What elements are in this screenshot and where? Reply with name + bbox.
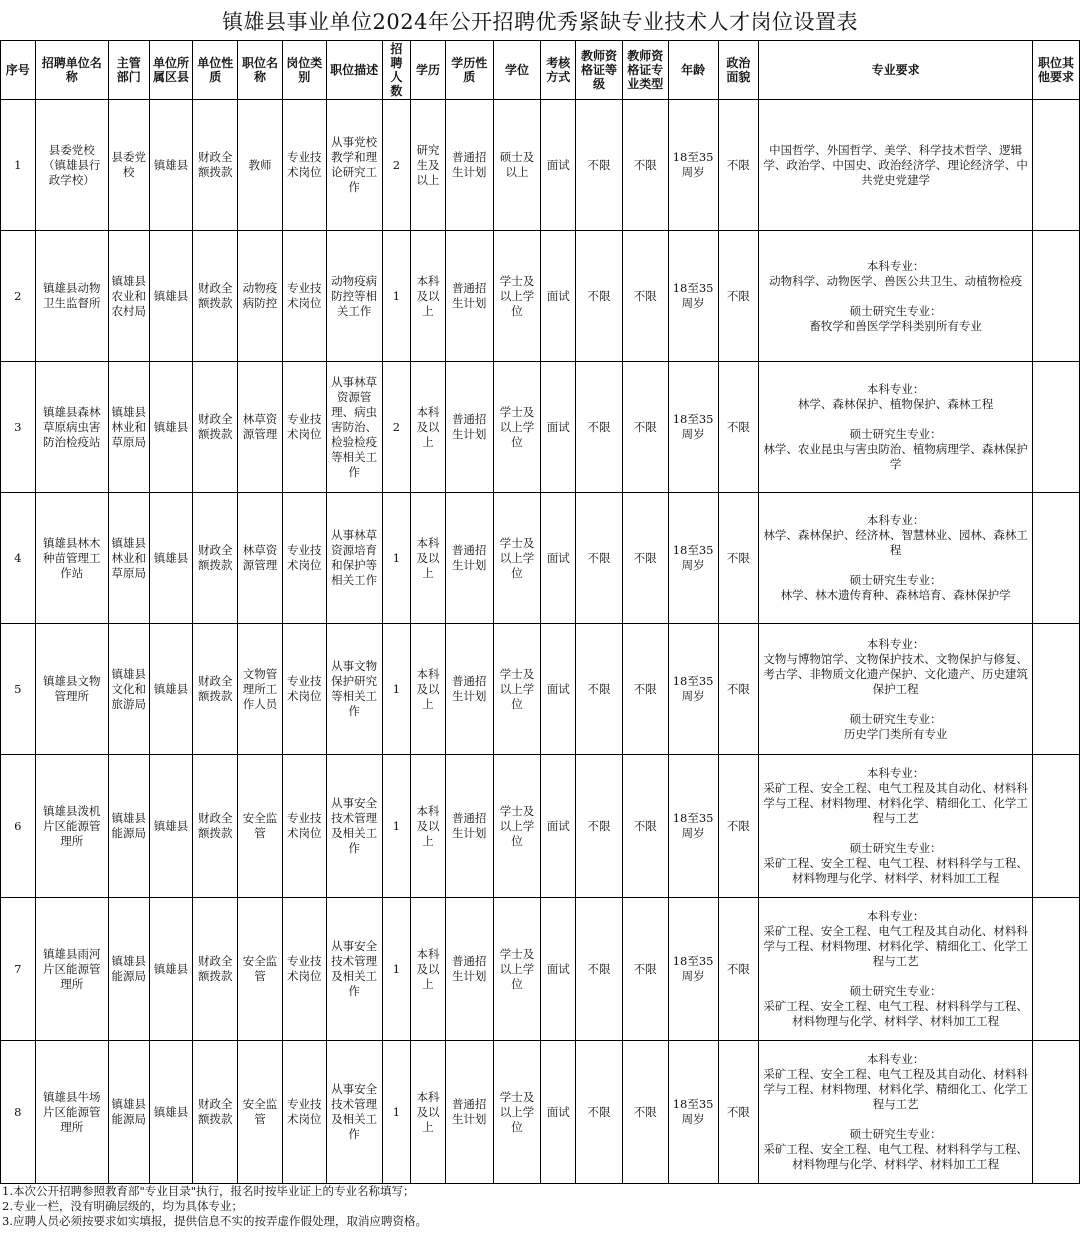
position-cell: 安全监管: [238, 1041, 283, 1184]
major-requirements-cell: [759, 898, 1033, 1041]
table-row: [1, 362, 1080, 493]
position-cell: 安全监管: [238, 755, 283, 898]
teacher-level-cell: 不限: [576, 624, 623, 755]
teacher-type-cell: 不限: [622, 755, 668, 898]
major-line: 林学、森林保护、经济林、智慧林业、园林、森林工程: [763, 528, 1028, 557]
major-requirements-cell: [759, 755, 1033, 898]
teacher-type-cell: 不限: [622, 362, 668, 493]
seq-cell: 5: [1, 624, 36, 755]
count-cell: 2: [382, 100, 411, 231]
county-cell: 镇雄县: [149, 1041, 193, 1184]
major-line: 采矿工程、安全工程、电气工程、材料科学与工程、材料物理与化学、材料学、材料加工工程: [763, 1142, 1028, 1171]
table-row: [1, 493, 1080, 624]
nature-cell: 财政全额拨款: [193, 898, 238, 1041]
major-requirements-cell: [759, 231, 1033, 362]
desc-cell: 从事安全技术管理及相关工作: [326, 1041, 382, 1184]
seq-cell: 1: [1, 100, 36, 231]
footnote-3: 3.应聘人员必须按要求如实填报，提供信息不实的按弄虚作假处理，取消应聘资格。: [2, 1214, 427, 1228]
footnote-2: 2.专业一栏，没有明确层级的，均为具体专业；: [2, 1199, 243, 1213]
column-header: 序号: [1, 41, 36, 100]
degree-cell: 硕士及以上: [493, 100, 541, 231]
column-header: 学位: [493, 41, 541, 100]
dept-cell: 县委党校: [108, 100, 149, 231]
dept-cell: 镇雄县文化和旅游局: [108, 624, 149, 755]
major-line: 采矿工程、安全工程、电气工程及其自动化、材料科学与工程、材料物理、材料化学、精细化工、化学工程与工艺: [763, 924, 1028, 968]
column-header: 岗位类别: [282, 41, 326, 100]
major-line: 硕士研究生专业：: [849, 1127, 942, 1141]
position-cell: 林草资源管理: [238, 493, 283, 624]
unit-name-cell: 镇雄县文物管理所: [35, 624, 108, 755]
dept-cell: 镇雄县能源局: [108, 898, 149, 1041]
major-line: 硕士研究生专业：: [849, 303, 942, 318]
unit-name-cell: 镇雄县森林草原病虫害防治检疫站: [35, 362, 108, 493]
nature-cell: 财政全额拨款: [193, 1041, 238, 1184]
major-requirements-cell: [759, 1041, 1033, 1184]
teacher-type-cell: 不限: [622, 493, 668, 624]
teacher-level-cell: 不限: [576, 231, 623, 362]
edu-cell: 研究生及以上: [411, 100, 446, 231]
column-header: 教师资格证等级: [576, 41, 623, 100]
page-title: 镇雄县事业单位2024年公开招聘优秀紧缺专业技术人才岗位设置表: [222, 10, 858, 34]
column-header: 单位所属区县: [149, 41, 193, 100]
degree-cell: 学士及以上学位: [493, 898, 541, 1041]
edu-cell: 本科及以上: [411, 231, 446, 362]
position-cell: 教师: [238, 100, 283, 231]
degree-cell: 学士及以上学位: [493, 1041, 541, 1184]
nature-cell: 财政全额拨款: [193, 493, 238, 624]
seq-cell: 8: [1, 1041, 36, 1184]
edu-cell: 本科及以上: [411, 755, 446, 898]
exam-cell: 面试: [541, 231, 576, 362]
nature-cell: 财政全额拨款: [193, 624, 238, 755]
category-cell: 专业技术岗位: [282, 493, 326, 624]
other-requirements-cell: [1033, 362, 1080, 493]
edu-cell: 本科及以上: [411, 898, 446, 1041]
column-header: 招聘人数: [382, 41, 411, 100]
political-cell: 不限: [718, 493, 759, 624]
desc-cell: 从事党校教学和理论研究工作: [326, 100, 382, 231]
political-cell: 不限: [718, 898, 759, 1041]
desc-cell: 从事安全技术管理及相关工作: [326, 755, 382, 898]
degree-cell: 学士及以上学位: [493, 493, 541, 624]
teacher-type-cell: 不限: [622, 898, 668, 1041]
dept-cell: 镇雄县农业和农村局: [108, 231, 149, 362]
major-line: 采矿工程、安全工程、电气工程及其自动化、材料科学与工程、材料物理、材料化学、精细化工、化学工程与工艺: [763, 1067, 1028, 1111]
major-line: 本科专业：: [866, 382, 925, 396]
seq-cell: 2: [1, 231, 36, 362]
edu-type-cell: 普通招生计划: [445, 362, 493, 493]
political-cell: 不限: [718, 100, 759, 231]
major-line: 本科专业：: [866, 636, 925, 651]
desc-cell: 从事林草资源管理、病虫害防治、检验检疫等相关工作: [326, 362, 382, 493]
column-header: 主管部门: [108, 41, 149, 100]
other-requirements-cell: [1033, 898, 1080, 1041]
age-cell: 18至35周岁: [668, 362, 718, 493]
age-cell: 18至35周岁: [668, 624, 718, 755]
major-line: 林学、林木遗传育种、森林培育、森林保护学: [780, 588, 1011, 602]
seq-cell: 6: [1, 755, 36, 898]
teacher-level-cell: 不限: [576, 493, 623, 624]
teacher-level-cell: 不限: [576, 1041, 623, 1184]
dept-cell: 镇雄县林业和草原局: [108, 493, 149, 624]
major-requirements-cell: [759, 362, 1033, 493]
teacher-level-cell: 不限: [576, 100, 623, 231]
major-line: 硕士研究生专业：: [849, 711, 942, 726]
category-cell: 专业技术岗位: [282, 898, 326, 1041]
exam-cell: 面试: [541, 898, 576, 1041]
edu-type-cell: 普通招生计划: [445, 898, 493, 1041]
count-cell: 1: [382, 755, 411, 898]
column-header: 教师资格证专业类型: [622, 41, 668, 100]
seq-cell: 3: [1, 362, 36, 493]
major-line: 采矿工程、安全工程、电气工程及其自动化、材料科学与工程、材料物理、材料化学、精细化工、化学工程与工艺: [763, 781, 1028, 825]
major-line: 动物科学、动物医学、兽医公共卫生、动植物检疫: [769, 273, 1023, 288]
political-cell: 不限: [718, 1041, 759, 1184]
count-cell: 1: [382, 1041, 411, 1184]
table-row: [1, 1041, 1080, 1184]
unit-name-cell: 镇雄县雨河片区能源管理所: [35, 898, 108, 1041]
edu-cell: 本科及以上: [411, 1041, 446, 1184]
teacher-type-cell: 不限: [622, 624, 668, 755]
count-cell: 1: [382, 231, 411, 362]
column-header: 年龄: [668, 41, 718, 100]
count-cell: 1: [382, 624, 411, 755]
political-cell: 不限: [718, 231, 759, 362]
major-line: 林学、农业昆虫与害虫防治、植物病理学、森林保护学: [763, 442, 1028, 471]
age-cell: 18至35周岁: [668, 493, 718, 624]
category-cell: 专业技术岗位: [282, 624, 326, 755]
count-cell: 2: [382, 362, 411, 493]
edu-type-cell: 普通招生计划: [445, 493, 493, 624]
degree-cell: 学士及以上学位: [493, 624, 541, 755]
major-requirements-cell: [759, 624, 1033, 755]
category-cell: 专业技术岗位: [282, 1041, 326, 1184]
county-cell: 镇雄县: [149, 100, 193, 231]
major-line: 畜牧学和兽医学学科类别所有专业: [809, 318, 982, 333]
seq-cell: 4: [1, 493, 36, 624]
table-header-row: [1, 41, 1080, 100]
county-cell: 镇雄县: [149, 231, 193, 362]
count-cell: 1: [382, 493, 411, 624]
other-requirements-cell: [1033, 100, 1080, 231]
edu-type-cell: 普通招生计划: [445, 624, 493, 755]
footnote-1: 1.本次公开招聘参照教育部"专业目录"执行，报名时按毕业证上的专业名称填写；: [2, 1184, 415, 1198]
unit-name-cell: 镇雄县动物卫生监督所: [35, 231, 108, 362]
other-requirements-cell: [1033, 755, 1080, 898]
exam-cell: 面试: [541, 624, 576, 755]
major-line: 本科专业：: [866, 513, 925, 527]
edu-cell: 本科及以上: [411, 624, 446, 755]
edu-type-cell: 普通招生计划: [445, 100, 493, 231]
desc-cell: 动物疫病防控等相关工作: [326, 231, 382, 362]
major-line: 本科专业：: [866, 258, 925, 273]
major-line: 硕士研究生专业：: [849, 984, 942, 998]
position-cell: 安全监管: [238, 898, 283, 1041]
column-header: 考核方式: [541, 41, 576, 100]
major-line: 硕士研究生专业：: [849, 573, 942, 587]
column-header: 政治面貌: [718, 41, 759, 100]
count-cell: 1: [382, 898, 411, 1041]
county-cell: 镇雄县: [149, 755, 193, 898]
category-cell: 专业技术岗位: [282, 231, 326, 362]
dept-cell: 镇雄县能源局: [108, 755, 149, 898]
teacher-level-cell: 不限: [576, 362, 623, 493]
column-header: 单位性质: [193, 41, 238, 100]
major-requirements-cell: [759, 100, 1033, 231]
major-line: 林学、森林保护、植物保护、森林工程: [797, 397, 994, 411]
edu-type-cell: 普通招生计划: [445, 1041, 493, 1184]
edu-cell: 本科及以上: [411, 362, 446, 493]
age-cell: 18至35周岁: [668, 231, 718, 362]
desc-cell: 从事安全技术管理及相关工作: [326, 898, 382, 1041]
dept-cell: 镇雄县林业和草原局: [108, 362, 149, 493]
position-cell: 动物疫病防控: [238, 231, 283, 362]
major-line: 采矿工程、安全工程、电气工程、材料科学与工程、材料物理与化学、材料学、材料加工工程: [763, 999, 1028, 1028]
column-header: 职位名称: [238, 41, 283, 100]
other-requirements-cell: [1033, 624, 1080, 755]
major-line: 硕士研究生专业：: [849, 841, 942, 855]
political-cell: 不限: [718, 755, 759, 898]
degree-cell: 学士及以上学位: [493, 231, 541, 362]
age-cell: 18至35周岁: [668, 100, 718, 231]
dept-cell: 镇雄县能源局: [108, 1041, 149, 1184]
column-header: 学历性质: [445, 41, 493, 100]
unit-name-cell: 镇雄县牛场片区能源管理所: [35, 1041, 108, 1184]
major-line: 硕士研究生专业：: [849, 427, 942, 441]
exam-cell: 面试: [541, 493, 576, 624]
column-header: 职位其他要求: [1033, 41, 1080, 100]
exam-cell: 面试: [541, 100, 576, 231]
degree-cell: 学士及以上学位: [493, 755, 541, 898]
nature-cell: 财政全额拨款: [193, 362, 238, 493]
teacher-type-cell: 不限: [622, 231, 668, 362]
county-cell: 镇雄县: [149, 362, 193, 493]
major-requirements-cell: [759, 493, 1033, 624]
position-cell: 林草资源管理: [238, 362, 283, 493]
table-row: [1, 755, 1080, 898]
teacher-level-cell: 不限: [576, 898, 623, 1041]
other-requirements-cell: [1033, 493, 1080, 624]
edu-type-cell: 普通招生计划: [445, 231, 493, 362]
seq-cell: 7: [1, 898, 36, 1041]
major-line: 本科专业：: [866, 766, 925, 780]
major-line: 采矿工程、安全工程、电气工程、材料科学与工程、材料物理与化学、材料学、材料加工工程: [763, 856, 1028, 885]
category-cell: 专业技术岗位: [282, 100, 326, 231]
major-line: 历史学门类所有专业: [843, 726, 948, 741]
political-cell: 不限: [718, 624, 759, 755]
teacher-type-cell: 不限: [622, 1041, 668, 1184]
column-header: 职位描述: [326, 41, 382, 100]
category-cell: 专业技术岗位: [282, 362, 326, 493]
other-requirements-cell: [1033, 231, 1080, 362]
political-cell: 不限: [718, 362, 759, 493]
edu-cell: 本科及以上: [411, 493, 446, 624]
unit-name-cell: 镇雄县林木种苗管理工作站: [35, 493, 108, 624]
column-header: 招聘单位名称: [35, 41, 108, 100]
position-cell: 文物管理所工作人员: [238, 624, 283, 755]
table-row: [1, 231, 1080, 362]
positions-table: [0, 40, 1080, 1184]
footnotes: [2, 1184, 1072, 1229]
table-row: [1, 898, 1080, 1041]
column-header: 学历: [411, 41, 446, 100]
exam-cell: 面试: [541, 1041, 576, 1184]
nature-cell: 财政全额拨款: [193, 100, 238, 231]
exam-cell: 面试: [541, 362, 576, 493]
age-cell: 18至35周岁: [668, 898, 718, 1041]
county-cell: 镇雄县: [149, 624, 193, 755]
table-row: [1, 624, 1080, 755]
degree-cell: 学士及以上学位: [493, 362, 541, 493]
column-header: 专业要求: [759, 41, 1033, 100]
table-row: [1, 100, 1080, 231]
nature-cell: 财政全额拨款: [193, 231, 238, 362]
age-cell: 18至35周岁: [668, 1041, 718, 1184]
other-requirements-cell: [1033, 1041, 1080, 1184]
category-cell: 专业技术岗位: [282, 755, 326, 898]
unit-name-cell: 县委党校（镇雄县行政学校）: [35, 100, 108, 231]
major-line: 本科专业：: [866, 909, 925, 923]
desc-cell: 从事文物保护研究等相关工作: [326, 624, 382, 755]
nature-cell: 财政全额拨款: [193, 755, 238, 898]
teacher-level-cell: 不限: [576, 755, 623, 898]
major-line: 文物与博物馆学、文物保护技术、文物保护与修复、考古学、非物质文化遗产保护、文化遗产、历史建筑保护工程: [763, 651, 1028, 696]
table-body: [1, 100, 1080, 1184]
desc-cell: 从事林草资源培育和保护等相关工作: [326, 493, 382, 624]
teacher-type-cell: 不限: [622, 100, 668, 231]
major-line: 中国哲学、外国哲学、美学、科学技术哲学、逻辑学、政治学、中国史、政治经济学、理论经济学、中共党史党建学: [763, 142, 1028, 187]
age-cell: 18至35周岁: [668, 755, 718, 898]
unit-name-cell: 镇雄县泼机片区能源管理所: [35, 755, 108, 898]
exam-cell: 面试: [541, 755, 576, 898]
county-cell: 镇雄县: [149, 493, 193, 624]
edu-type-cell: 普通招生计划: [445, 755, 493, 898]
county-cell: 镇雄县: [149, 898, 193, 1041]
major-line: 本科专业：: [866, 1052, 925, 1066]
